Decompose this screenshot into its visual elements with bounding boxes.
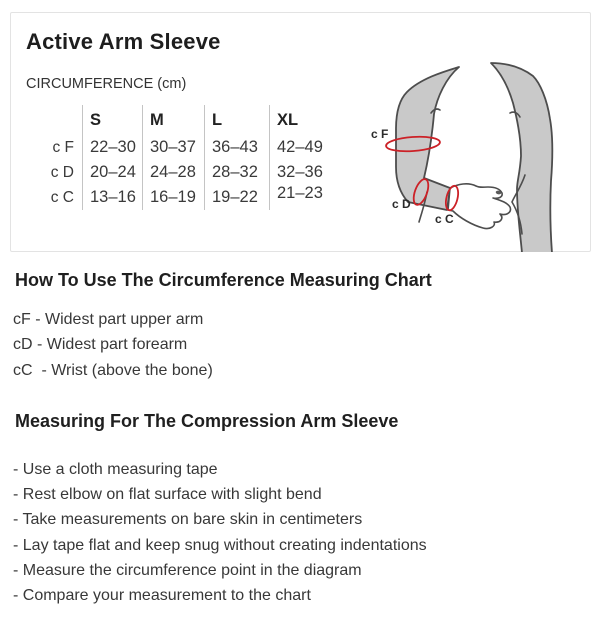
size-cell: 30–37 [142,135,204,160]
marker-label-cf: c F [371,127,389,141]
size-cell: 19–22 [204,185,269,210]
table-header-row [26,105,341,135]
definition-line-cc: cC - Wrist (above the bone) [13,361,213,379]
size-table [26,105,341,210]
marker-label-cd: c D [392,197,411,211]
column-header-s: S [82,105,142,135]
size-cell: 16–19 [142,185,204,210]
table-row-cc [26,185,341,210]
size-cell: 32–36 [269,160,341,185]
instructions-section [13,252,588,609]
size-cell: 36–43 [204,135,269,160]
circumference-label: CIRCUMFERENCE (cm) [26,76,187,92]
size-cell: 22–30 [82,135,142,160]
size-chart-card [10,12,591,252]
product-title: Active Arm Sleeve [26,29,221,54]
instruction-line: - Compare your measurement to the chart [13,587,311,605]
size-cell: 42–49 [269,135,341,160]
definition-list [13,307,588,383]
row-label: c C [50,188,74,206]
column-header-m: M [142,105,204,135]
instruction-line: - Use a cloth measuring tape [13,460,218,478]
size-cell: 21–23 [269,185,341,210]
definition-line-cd: cD - Widest part forearm [13,336,188,354]
instruction-line: - Measure the circumference point in the diagram [13,562,362,580]
size-cell: 24–28 [142,160,204,185]
arm-diagram [349,41,589,252]
row-label: c F [52,138,74,156]
row-label: c D [50,163,74,181]
instruction-line: - Take measurements on bare skin in centimeters [13,511,363,529]
size-cell: 13–16 [82,185,142,210]
definition-line-cf: cF - Widest part upper arm [13,311,204,328]
instruction-line: - Rest elbow on flat surface with slight bend [13,486,322,504]
table-row-cf [26,135,341,160]
column-header-xl: XL [269,105,341,135]
measuring-heading: Measuring For The Compression Arm Sleeve [15,410,399,431]
column-header-l: L [204,105,269,135]
size-cell: 20–24 [82,160,142,185]
table-row-cd [26,160,341,185]
marker-label-cc: c C [435,212,454,226]
instruction-line: - Lay tape flat and keep snug without creating indentations [13,536,427,554]
instruction-list [13,457,588,609]
right-sleeve-shape [491,63,552,252]
how-to-heading: How To Use The Circumference Measuring Chart [15,270,432,290]
size-cell: 28–32 [204,160,269,185]
